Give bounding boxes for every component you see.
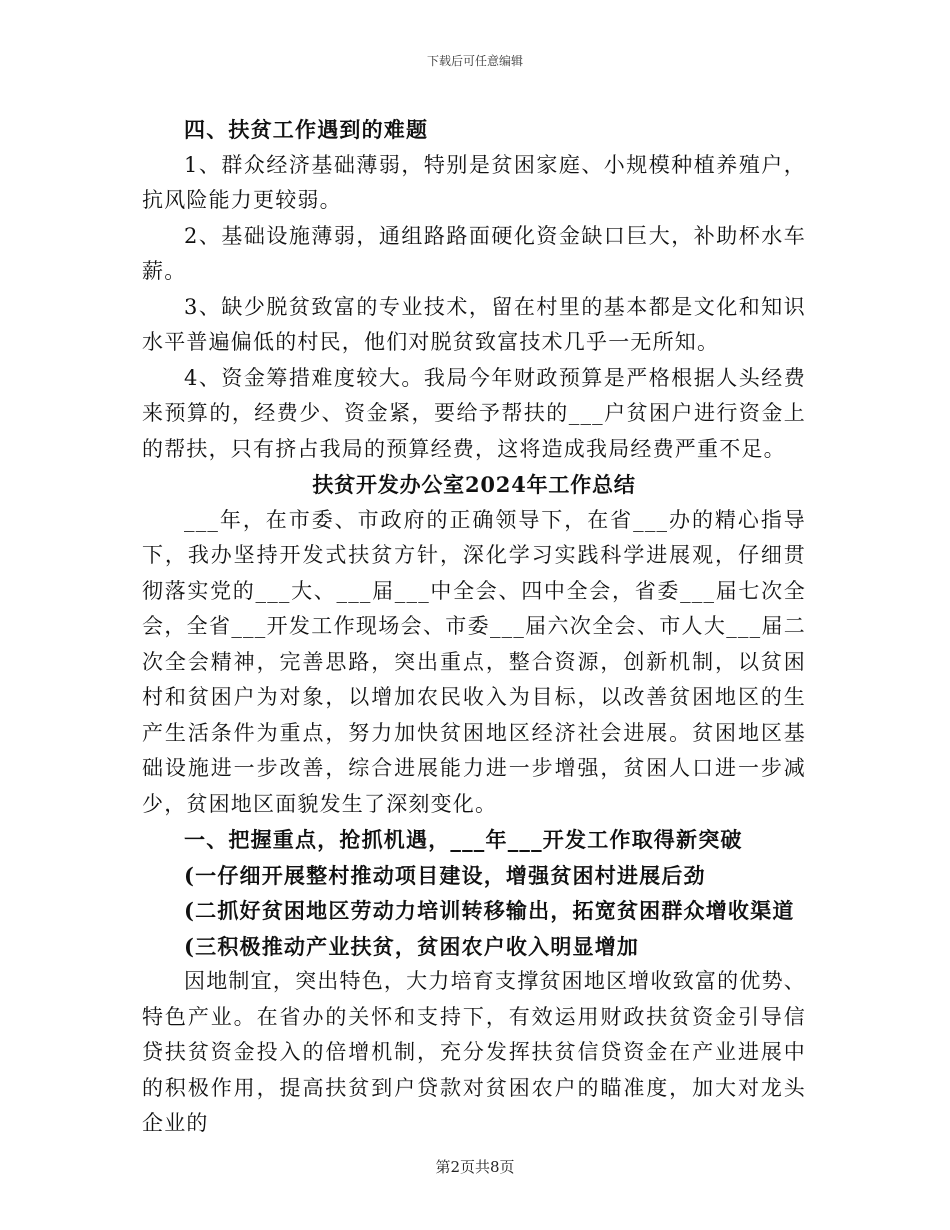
paragraph-item-2: 2、基础设施薄弱，通组路路面硬化资金缺口巨大，补助杯水车薪。: [142, 223, 806, 283]
document-body: [142, 112, 806, 1142]
paragraph-industry: 因地制宜，突出特色，大力培育支撑贫困地区增收致富的优势、特色产业。在省办的关怀和支持下，有效运用财政扶贫资金引导信贷扶贫资金投入的倍增机制，充分发挥扶贫信贷资金在产业进展中的积极作用，提高扶贫到户贷款对贫困农户的瞄准度，加大对龙头企业的: [142, 969, 806, 1135]
page-header: 下载后可任意编辑: [426, 54, 523, 68]
document-title: 扶贫开发办公室2024年工作总结: [312, 472, 636, 497]
section-heading-1: 一、把握重点，抢抓机遇，___年___开发工作取得新突破: [184, 827, 743, 852]
section-heading-difficulties: 四、扶贫工作遇到的难题: [184, 117, 429, 142]
paragraph-item-4: 4、资金筹措难度较大。我局今年财政预算是严格根据人头经费来预算的，经费少、资金紧，要给予帮扶的___户贫困户进行资金上的帮扶，只有挤占我局的预算经费，这将造成我局经费严重不足。: [142, 365, 806, 461]
subheading-2: (二抓好贫困地区劳动力培训转移输出，拓宽贫困群众增收渠道: [184, 898, 795, 923]
subheading-1: (一仔细开展整村推动项目建设，增强贫困村进展后劲: [184, 862, 706, 888]
paragraph-item-1: 1、群众经济基础薄弱，特别是贫困家庭、小规模种植养殖户，抗风险能力更较弱。: [142, 152, 806, 212]
paragraph-item-3: 3、缺少脱贫致富的专业技术，留在村里的基本都是文化和知识水平普遍偏低的村民，他们对脱贫致富技术几乎一无所知。: [142, 294, 806, 354]
subheading-3: (三积极推动产业扶贫，贫困农户收入明显增加: [184, 933, 640, 959]
paragraph-intro: ___年，在市委、市政府的正确领导下，在省___办的精心指导下，我办坚持开发式扶贫方针，深化学习实践科学进展观，仔细贯彻落实党的___大、___届___中全会、四中全会，省委___届七次全会，全省___开发工作现场会、市委___届六次全会、市人大___届二次全会精神，完善思路，突出重点，整合资源，创新机制，以贫困村和贫困户为对象，以增加农民收入为目标，以改善贫困地区的生产生活条件为重点，努力加快贫困地区经济社会进展。贫困地区基础设施进一步改善，综合进展能力进一步增强，贫困人口进一步减少，贫困地区面貌发生了深刻变化。: [142, 507, 806, 816]
page-footer: 第2页共8页: [435, 1158, 515, 1176]
